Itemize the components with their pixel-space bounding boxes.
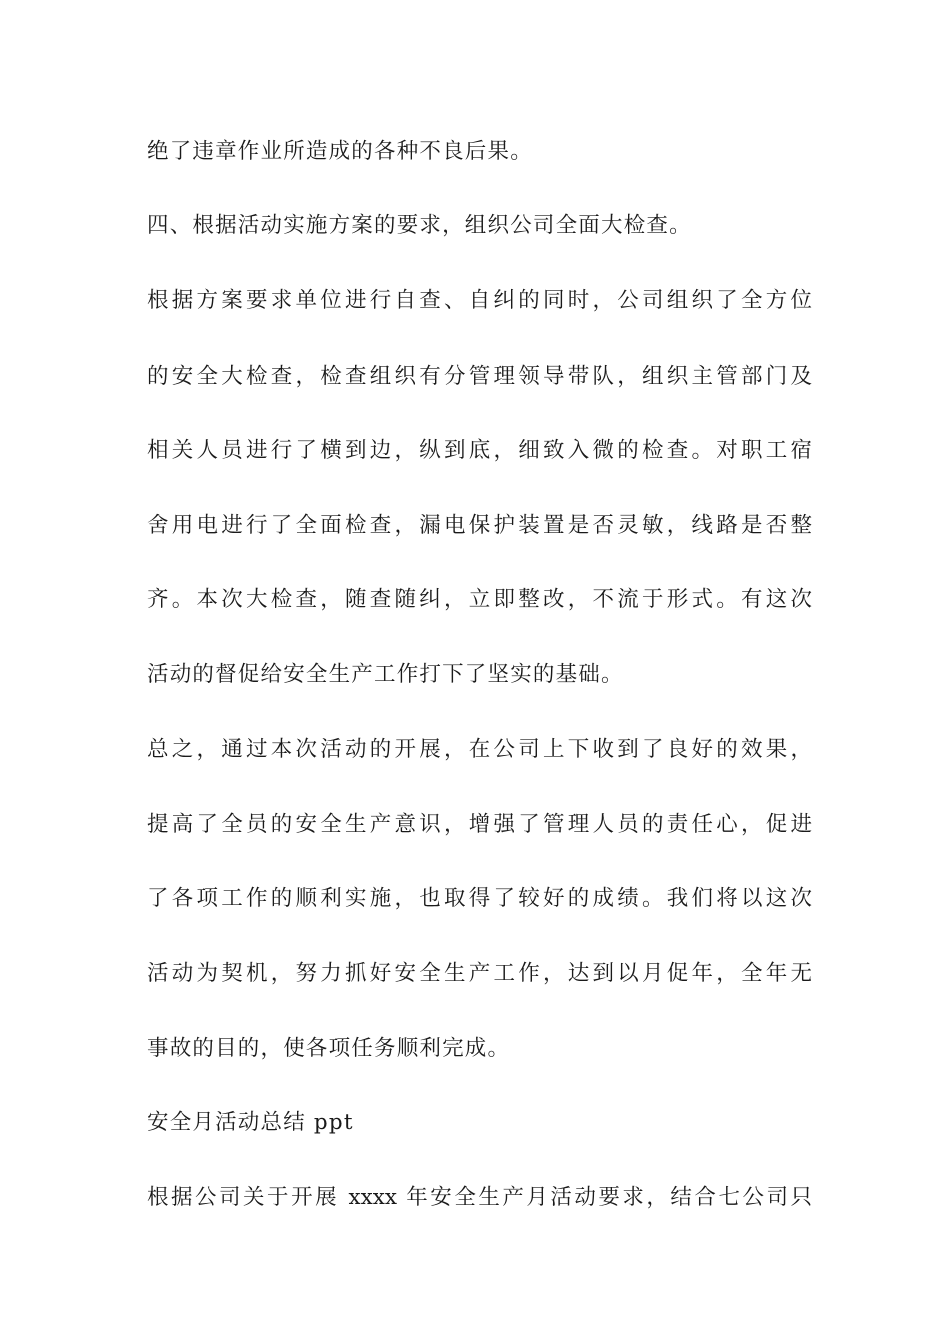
section-heading: 四、根据活动实施方案的要求，组织公司全面大检查。 bbox=[147, 213, 692, 238]
text-line: 活动为契机，努力抓好安全生产工作，达到以月促年，全年无 bbox=[147, 961, 812, 986]
text-line: 相关人员进行了横到边，纵到底，细致入微的检查。对职工宿 bbox=[147, 438, 812, 463]
text-line: 根据方案要求单位进行自查、自纠的同时，公司组织了全方位 bbox=[147, 288, 812, 313]
text-line: 提高了全员的安全生产意识，增强了管理人员的责任心，促进 bbox=[147, 812, 812, 837]
text-line: 事故的目的，使各项任务顺利完成。 bbox=[147, 1036, 511, 1061]
text-line: 齐。本次大检查，随查随纠，立即整改，不流于形式。有这次 bbox=[147, 587, 812, 612]
text-line: 了各项工作的顺利实施，也取得了较好的成绩。我们将以这次 bbox=[147, 886, 812, 911]
text-line: 的安全大检查，检查组织有分管理领导带队，组织主管部门及 bbox=[147, 364, 812, 389]
text-line: 总之，通过本次活动的开展，在公司上下收到了良好的效果， bbox=[147, 737, 812, 762]
text-line: 根据公司关于开展 xxxx 年安全生产月活动要求，结合七公司只 bbox=[147, 1185, 812, 1210]
document-title: 安全月活动总结 ppt bbox=[147, 1110, 354, 1135]
text-line: 绝了违章作业所造成的各种不良后果。 bbox=[147, 139, 533, 164]
text-line: 舍用电进行了全面检查，漏电保护装置是否灵敏，线路是否整 bbox=[147, 513, 812, 538]
text-line: 活动的督促给安全生产工作打下了坚实的基础。 bbox=[147, 662, 624, 687]
